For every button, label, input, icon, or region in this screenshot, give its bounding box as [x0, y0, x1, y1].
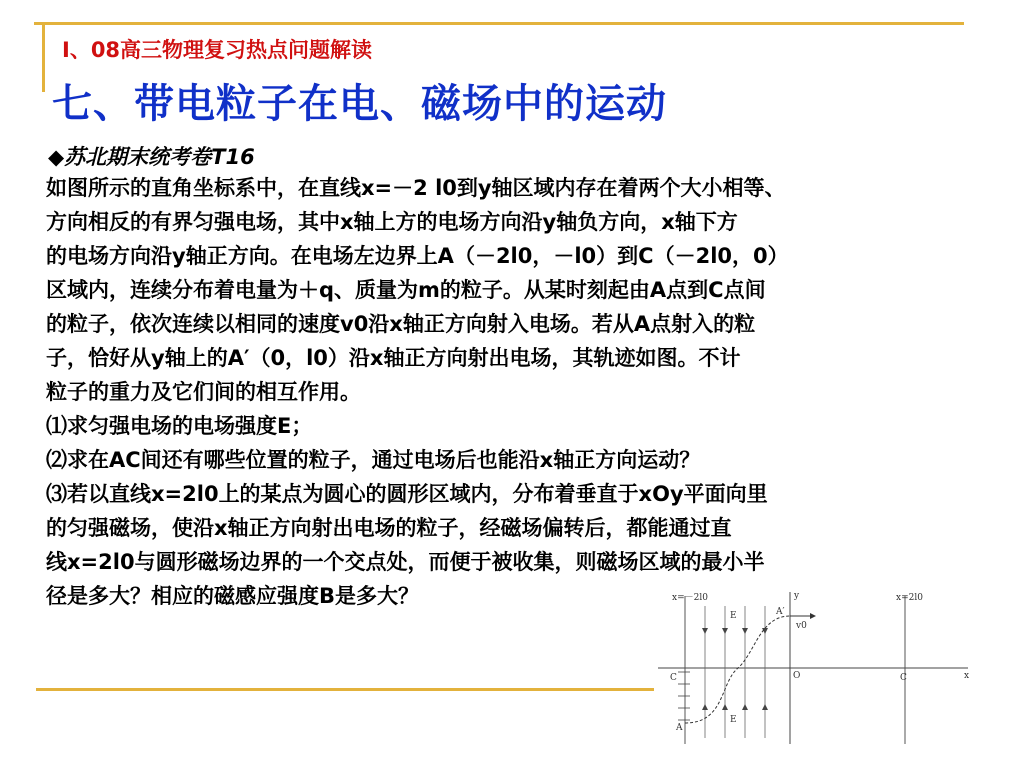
body-line: 的粒子，依次连续以相同的速度v0沿x轴正方向射入电场。若从A点射入的粒 — [46, 312, 756, 336]
particle-entry-arrows — [678, 672, 690, 720]
question-3-line: 径是多大？相应的磁感应强度B是多大？ — [46, 584, 420, 608]
label-E-top: E — [730, 611, 737, 621]
label-C-right: C — [900, 673, 907, 683]
body-line: 区域内，连续分布着电量为＋q、质量为m的粒子。从某时刻起由A点到C点间 — [46, 278, 766, 302]
slide-subtitle: Ⅰ、08高三物理复习热点问题解读 — [62, 38, 373, 62]
label-x-axis: x — [964, 671, 970, 681]
label-right-line: x=2l0 — [896, 593, 923, 603]
label-O: O — [793, 671, 801, 681]
label-A-prime: A′ — [776, 607, 785, 617]
frame-bottom-line — [36, 688, 654, 691]
frame-top-line — [34, 22, 964, 25]
frame-left-line — [42, 22, 45, 92]
body-line: 方向相反的有界匀强电场，其中x轴上方的电场方向沿y轴负方向，x轴下方 — [46, 210, 738, 234]
field-arrows — [702, 628, 768, 710]
body-line: 的电场方向沿y轴正方向。在电场左边界上A（－2l0，－l0）到C（－2l0，0） — [46, 244, 789, 268]
question-1: ⑴求匀强电场的电场强度E； — [46, 414, 313, 438]
v0-arrowhead — [810, 613, 816, 619]
label-C-left: C — [670, 673, 677, 683]
body-line: 粒子的重力及它们间的相互作用。 — [46, 380, 361, 404]
problem-body — [46, 171, 1016, 613]
body-line: 子，恰好从y轴上的A′（0，l0）沿x轴正方向射出电场，其轨迹如图。不计 — [46, 346, 741, 370]
label-left-line: x=－2l0 — [672, 593, 708, 603]
question-2: ⑵求在AC间还有哪些位置的粒子，通过电场后也能沿x轴正方向运动？ — [46, 448, 701, 472]
field-diagram — [650, 588, 980, 748]
label-A: A — [676, 723, 683, 733]
label-v0: v0 — [796, 621, 807, 631]
question-3-line: 线x=2l0与圆形磁场边界的一个交点处，而便于被收集，则磁场区域的最小半 — [46, 550, 765, 574]
body-line: 如图所示的直角坐标系中，在直线x=－2 l0到y轴区域内存在着两个大小相等、 — [46, 176, 786, 200]
label-y-axis: y — [794, 591, 800, 601]
problem-source: ◆苏北期末统考卷T16 — [48, 145, 255, 169]
question-3-line: 的匀强磁场，使沿x轴正方向射出电场的粒子，经磁场偏转后，都能通过直 — [46, 516, 732, 540]
label-E-bottom: E — [730, 715, 737, 725]
slide-title: 七、带电粒子在电、磁场中的运动 — [52, 81, 667, 127]
question-3-line: ⑶若以直线x=2l0上的某点为圆心的圆形区域内，分布着垂直于xOy平面向里 — [46, 482, 768, 506]
